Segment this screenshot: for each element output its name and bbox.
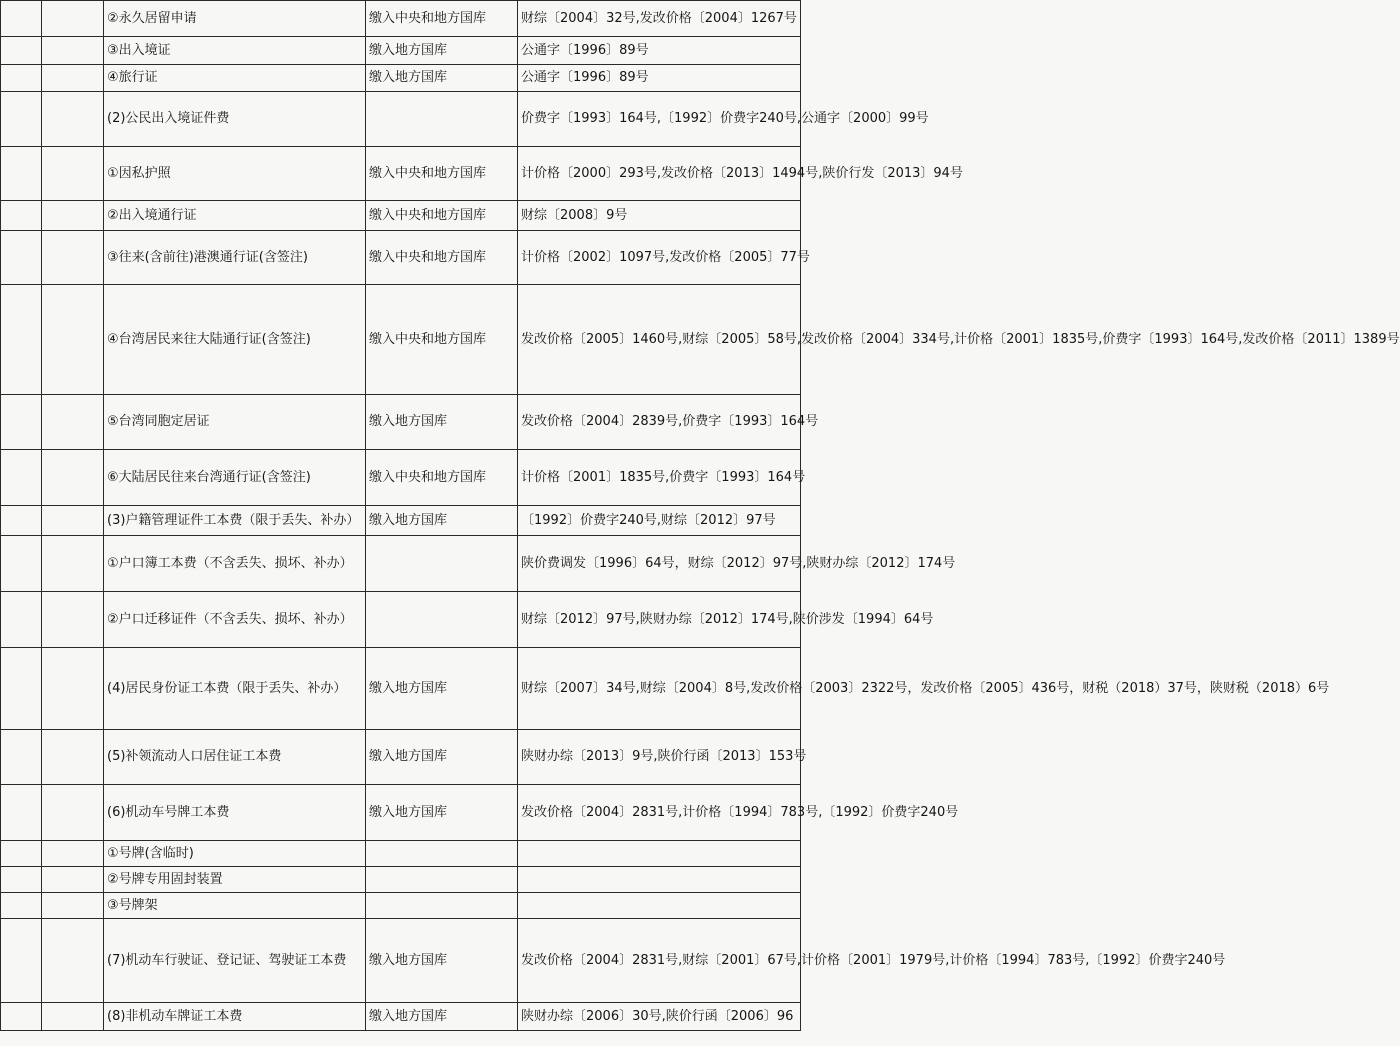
fee-item-name: (5)补领流动人口居住证工本费 — [104, 730, 366, 785]
row-index-cell — [1, 592, 42, 648]
row-subindex-cell — [42, 592, 104, 648]
row-index-cell — [1, 893, 42, 919]
fee-item-name: ②出入境通行证 — [104, 201, 366, 231]
fee-basis-document: 公通字〔1996〕89号 — [518, 37, 801, 65]
table-row — [1, 285, 801, 395]
fee-basis-document: 〔1992〕价费字240号,财综〔2012〕97号 — [518, 506, 801, 536]
fee-item-name: ③出入境证 — [104, 37, 366, 65]
fee-basis-document — [518, 841, 801, 867]
fee-destination: 缴入地方国库 — [366, 648, 518, 730]
row-subindex-cell — [42, 285, 104, 395]
row-index-cell — [1, 450, 42, 506]
row-index-cell — [1, 536, 42, 592]
fee-basis-document: 发改价格〔2004〕2839号,价费字〔1993〕164号 — [518, 395, 801, 450]
table-row — [1, 536, 801, 592]
fee-basis-document: 发改价格〔2005〕1460号,财综〔2005〕58号,发改价格〔2004〕334号,计价格〔2001〕1835号,价费字〔1993〕164号,发改价格〔2011〕1389号 — [518, 285, 801, 395]
row-index-cell — [1, 65, 42, 92]
table-row — [1, 231, 801, 285]
row-subindex-cell — [42, 648, 104, 730]
row-subindex-cell — [42, 147, 104, 201]
fee-destination: 缴入地方国库 — [366, 785, 518, 841]
fee-item-name: ①因私护照 — [104, 147, 366, 201]
fee-basis-document: 财综〔2008〕9号 — [518, 201, 801, 231]
fee-item-name: (3)户籍管理证件工本费（限于丢失、补办） — [104, 506, 366, 536]
fee-item-name: (8)非机动车牌证工本费 — [104, 1003, 366, 1031]
table-row — [1, 841, 801, 867]
table-row — [1, 648, 801, 730]
fee-destination: 缴入中央和地方国库 — [366, 450, 518, 506]
fee-destination — [366, 592, 518, 648]
fee-destination — [366, 92, 518, 147]
fee-destination: 缴入中央和地方国库 — [366, 1, 518, 37]
fee-basis-document: 陕财办综〔2006〕30号,陕价行函〔2006〕96 — [518, 1003, 801, 1031]
fee-destination: 缴入中央和地方国库 — [366, 231, 518, 285]
fee-destination: 缴入地方国库 — [366, 919, 518, 1003]
fee-destination — [366, 893, 518, 919]
fee-basis-document: 价费字〔1993〕164号,〔1992〕价费字240号,公通字〔2000〕99号 — [518, 92, 801, 147]
fee-destination — [366, 867, 518, 893]
table-row — [1, 65, 801, 92]
fee-item-name: ⑥大陆居民往来台湾通行证(含签注) — [104, 450, 366, 506]
row-subindex-cell — [42, 1, 104, 37]
row-index-cell — [1, 147, 42, 201]
row-subindex-cell — [42, 785, 104, 841]
row-subindex-cell — [42, 395, 104, 450]
row-index-cell — [1, 1003, 42, 1031]
row-index-cell — [1, 92, 42, 147]
fee-basis-document: 陕财办综〔2013〕9号,陕价行函〔2013〕153号 — [518, 730, 801, 785]
row-subindex-cell — [42, 201, 104, 231]
row-subindex-cell — [42, 867, 104, 893]
fee-destination: 缴入地方国库 — [366, 730, 518, 785]
table-row — [1, 1, 801, 37]
row-index-cell — [1, 231, 42, 285]
fee-destination — [366, 536, 518, 592]
fee-basis-document: 财综〔2012〕97号,陕财办综〔2012〕174号,陕价涉发〔1994〕64号 — [518, 592, 801, 648]
table-row — [1, 919, 801, 1003]
table-row — [1, 592, 801, 648]
fee-item-name: ⑤台湾同胞定居证 — [104, 395, 366, 450]
table-row — [1, 867, 801, 893]
fee-item-name: ④台湾居民来往大陆通行证(含签注) — [104, 285, 366, 395]
fee-basis-document: 发改价格〔2004〕2831号,财综〔2001〕67号,计价格〔2001〕1979号,计价格〔1994〕783号,〔1992〕价费字240号 — [518, 919, 801, 1003]
fee-basis-document: 发改价格〔2004〕2831号,计价格〔1994〕783号,〔1992〕价费字240号 — [518, 785, 801, 841]
fee-item-name: ④旅行证 — [104, 65, 366, 92]
row-subindex-cell — [42, 231, 104, 285]
row-index-cell — [1, 201, 42, 231]
fee-destination: 缴入地方国库 — [366, 1003, 518, 1031]
fee-item-name: (7)机动车行驶证、登记证、驾驶证工本费 — [104, 919, 366, 1003]
fee-item-name: ①户口簿工本费（不含丢失、损坏、补办） — [104, 536, 366, 592]
table-row — [1, 893, 801, 919]
row-index-cell — [1, 285, 42, 395]
row-subindex-cell — [42, 841, 104, 867]
row-subindex-cell — [42, 65, 104, 92]
row-index-cell — [1, 841, 42, 867]
row-subindex-cell — [42, 37, 104, 65]
fee-destination: 缴入地方国库 — [366, 37, 518, 65]
row-index-cell — [1, 919, 42, 1003]
fee-basis-document: 计价格〔2001〕1835号,价费字〔1993〕164号 — [518, 450, 801, 506]
fee-destination: 缴入中央和地方国库 — [366, 285, 518, 395]
row-subindex-cell — [42, 92, 104, 147]
row-index-cell — [1, 730, 42, 785]
table-row — [1, 785, 801, 841]
table-row — [1, 37, 801, 65]
fee-item-name: ③往来(含前往)港澳通行证(含签注) — [104, 231, 366, 285]
row-index-cell — [1, 506, 42, 536]
row-subindex-cell — [42, 1003, 104, 1031]
fee-destination: 缴入地方国库 — [366, 65, 518, 92]
row-subindex-cell — [42, 506, 104, 536]
table-row — [1, 395, 801, 450]
fee-basis-document: 陕价费调发〔1996〕64号，财综〔2012〕97号,陕财办综〔2012〕174号 — [518, 536, 801, 592]
fee-basis-document: 财综〔2004〕32号,发改价格〔2004〕1267号 — [518, 1, 801, 37]
row-subindex-cell — [42, 536, 104, 592]
row-subindex-cell — [42, 450, 104, 506]
row-subindex-cell — [42, 893, 104, 919]
row-index-cell — [1, 1, 42, 37]
fee-destination: 缴入地方国库 — [366, 506, 518, 536]
fee-basis-document — [518, 867, 801, 893]
row-index-cell — [1, 867, 42, 893]
fee-item-name: ②户口迁移证件（不含丢失、损坏、补办） — [104, 592, 366, 648]
fee-destination: 缴入中央和地方国库 — [366, 201, 518, 231]
fee-destination: 缴入中央和地方国库 — [366, 147, 518, 201]
table-row — [1, 147, 801, 201]
table-row — [1, 450, 801, 506]
row-index-cell — [1, 648, 42, 730]
table-row — [1, 730, 801, 785]
fee-item-name: ③号牌架 — [104, 893, 366, 919]
fee-basis-document: 公通字〔1996〕89号 — [518, 65, 801, 92]
table-row — [1, 201, 801, 231]
table-row — [1, 1003, 801, 1031]
row-index-cell — [1, 785, 42, 841]
row-subindex-cell — [42, 919, 104, 1003]
fee-destination: 缴入地方国库 — [366, 395, 518, 450]
fee-item-name: (6)机动车号牌工本费 — [104, 785, 366, 841]
fee-item-name: ②号牌专用固封装置 — [104, 867, 366, 893]
fee-item-name: (2)公民出入境证件费 — [104, 92, 366, 147]
fee-item-name: (4)居民身份证工本费（限于丢失、补办） — [104, 648, 366, 730]
fee-item-name: ②永久居留申请 — [104, 1, 366, 37]
fee-basis-document — [518, 893, 801, 919]
fee-destination — [366, 841, 518, 867]
fee-basis-document: 计价格〔2002〕1097号,发改价格〔2005〕77号 — [518, 231, 801, 285]
fee-basis-document: 财综〔2007〕34号,财综〔2004〕8号,发改价格〔2003〕2322号，发改价格〔2005〕436号，财税（2018）37号，陕财税（2018）6号 — [518, 648, 801, 730]
table-row — [1, 506, 801, 536]
fee-item-name: ①号牌(含临时) — [104, 841, 366, 867]
fee-basis-document: 计价格〔2000〕293号,发改价格〔2013〕1494号,陕价行发〔2013〕94号 — [518, 147, 801, 201]
row-index-cell — [1, 395, 42, 450]
table-row — [1, 92, 801, 147]
row-subindex-cell — [42, 730, 104, 785]
row-index-cell — [1, 37, 42, 65]
